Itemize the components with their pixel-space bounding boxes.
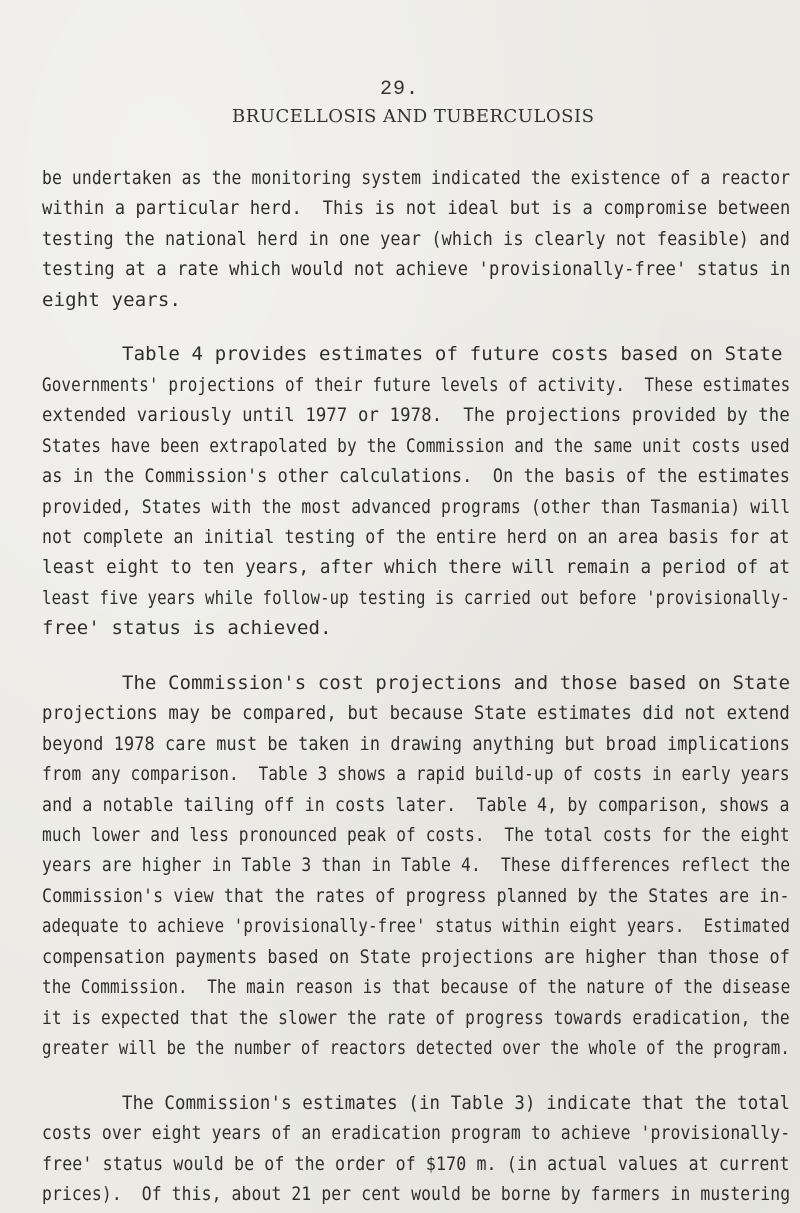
text-line: The Commission's estimates (in Table 3) indicate that the total (122, 1091, 791, 1114)
text-line: greater will be the number of reactors detected over the whole of the program. (42, 1036, 790, 1059)
text-line: the Commission. The main reason is that because of the nature of the disease (42, 976, 791, 999)
text-line: compensation payments based on State projections are higher than those of (42, 945, 791, 968)
text-line: Governments' projections of their future levels of activity. These estimates (42, 373, 791, 396)
text-line: least eight to ten years, after which there will remain a period of at (42, 556, 791, 579)
text-line: eight years. (42, 288, 182, 311)
text-line: as in the Commission's other calculations. On the basis of the estimates (42, 465, 791, 488)
text-line: free' status is achieved. (42, 617, 332, 640)
text-line: prices). Of this, about 21 per cent would be borne by farmers in mustering (42, 1183, 791, 1205)
text-line: be undertaken as the monitoring system indicated the existence of a reactor (42, 167, 791, 189)
page-number: 29. (380, 78, 420, 101)
text-line: States have been extrapolated by the Commission and the same unit costs used (42, 434, 790, 457)
text-line: extended variously until 1977 or 1978. The projections provided by the (42, 404, 790, 427)
text-line: costs over eight years of an eradication program to achieve 'provisionally- (42, 1122, 791, 1145)
text-line: testing the national herd in one year (which is clearly not feasible) and (42, 227, 791, 250)
running-head: BRUCELLOSIS AND TUBERCULOSIS (232, 106, 595, 127)
text-line: provided, States with the most advanced programs (other than Tasmania) will (42, 495, 791, 518)
text-line: from any comparison. Table 3 shows a rapid build-up of costs in early years (42, 763, 790, 786)
text-line: it is expected that the slower the rate of progress towards eradication, the (42, 1006, 790, 1029)
text-line: The Commission's cost projections and those based on State (122, 671, 791, 694)
text-line: least five years while follow-up testing is carried out before 'provisionally- (42, 586, 790, 609)
text-line: within a particular herd. This is not ideal but is a compromise between (42, 197, 791, 220)
text-line: years are higher in Table 3 than in Table 4. These differences reflect the (42, 854, 791, 877)
text-line: Commission's view that the rates of progress planned by the States are in- (42, 884, 790, 907)
text-line: projections may be compared, but because State estimates did not extend (42, 702, 790, 725)
text-line: testing at a rate which would not achieve 'provisionally-free' status in (42, 258, 791, 281)
text-line: and a notable tailing off in costs later. Table 4, by comparison, shows a (42, 793, 790, 816)
text-line: beyond 1978 care must be taken in drawing anything but broad implications (42, 732, 791, 755)
text-line: adequate to achieve 'provisionally-free' status within eight years. Estimated (42, 915, 790, 938)
text-line: not complete an initial testing of the entire herd on an area basis for at (42, 525, 790, 548)
text-line: free' status would be of the order of $170 m. (in actual values at current (42, 1152, 790, 1175)
text-line: much lower and less pronounced peak of costs. The total costs for the eight (42, 824, 790, 847)
text-line: Table 4 provides estimates of future costs based on State (122, 343, 783, 366)
